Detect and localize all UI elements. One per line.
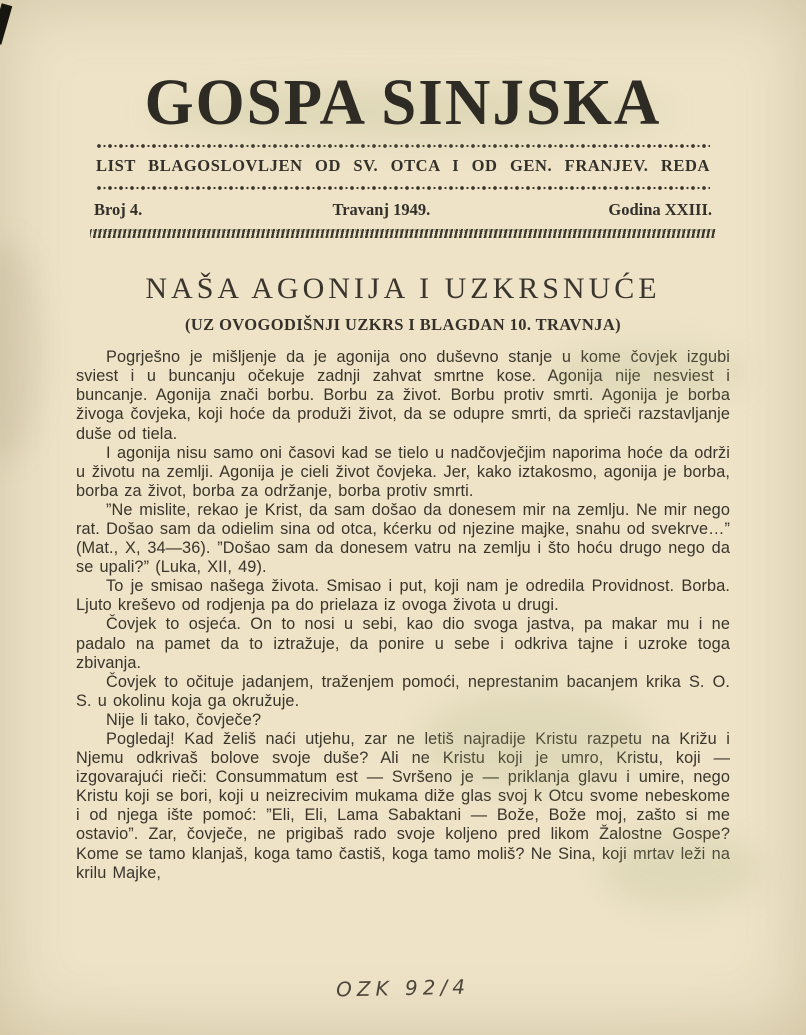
ornamental-dotted-rule	[96, 185, 710, 191]
paragraph: Pogledaj! Kad želiš naći utjehu, zar ne letiš najradije Kristu razpetu na Križu i Njemu odkrivaš bolove svoje duše? Ali ne Kristu koji je umro, Kristu, koji — izgovarajući rieči: Consummatum est — Svršeno je — priklanja glavu i umire, nego Kristu koji se bori, koji u neizrecivim mukama diže glas svoj k Otcu svome nebeskome i od njega ište pomoć: ”Eli, Eli, Lama Sabaktani — Bože, Bože moj, zašto si me ostavio”. Zar, čovječe, ne prigibaš rado svoje koljeno pred likom Žalostne Gospe? Kome se tamo klanjaš, koga tamo častiš, koga tamo moliš? Ne Sina, koji mrtav leži na krilu Majke,	[76, 730, 730, 882]
blessing-line: LIST BLAGOSLOVLJEN OD SV. OTCA I OD GEN. FRANJEV. REDA	[96, 156, 710, 176]
issue-number: Broj 4.	[94, 200, 143, 220]
issue-date: Travanj 1949.	[332, 200, 431, 220]
handwritten-catalog-note: OZK 92/4	[335, 974, 471, 1002]
paragraph: Pogrješno je mišljenje da je agonija ono duševno stanje u kome čovjek izgubi sviest i u buncanju očekuje zadnji zahvat smrtne kose. Agonija nije nesviest i buncanje. Agonija znači borbu. Borbu za život. Borbu protiv smrti. Agonija je borba živoga čovjeka, koji hoće da produži život, da se odupre smrti, da sprieči razstavljanje duše od tiela.	[76, 348, 730, 443]
paragraph: I agonija nisu samo oni časovi kad se tielo u nadčovječjim naporima hoće da održi u životu na zemlji. Agonija je cieli život čovjeka. Jer, kako iztakosmo, agonija je borba, borba za život, borba za održanje, borba protiv smrti.	[76, 443, 730, 500]
paragraph: Nije li tako, čovječe?	[106, 710, 262, 729]
article-body	[76, 348, 730, 883]
publication-title: GOSPA SINJSKA	[144, 65, 662, 139]
issue-year: Godina XXIII.	[608, 200, 712, 220]
article	[0, 272, 806, 883]
issue-info-row	[94, 200, 712, 220]
article-subtitle: (UZ OVOGODIŠNJI UZKRS I BLAGDAN 10. TRAVNJA)	[184, 315, 622, 335]
ornamental-dotted-rule	[96, 143, 710, 149]
ornamental-hatched-rule	[90, 229, 716, 238]
paragraph: ”Ne mislite, rekao je Krist, da sam došao da donesem mir na zemlju. Ne mir nego rat. Došao sam da odielim sina od otca, kćerku od njezine majke, snahu od svekrve…” (Mat., X, 34—36). ”Došao sam da donesem vatru na zemlju i što hoću drugo nego da se upali?” (Luka, XII, 49).	[76, 500, 730, 577]
paragraph: Čovjek to očituje jadanjem, traženjem pomoći, neprestanim bacanjem krika S. O. S. u okolinu koja ga okružuje.	[76, 672, 730, 710]
article-title: NAŠA AGONIJA I UZKRSNUĆE	[145, 272, 661, 306]
paragraph: Čovjek to osjeća. On to nosi u sebi, kao dio svoga jastva, pa makar mu i ne padalo na pamet da to iztražuje, da ponire u sebe i odkriva tajne i uzroke toga zbivanja.	[76, 615, 730, 672]
masthead	[0, 0, 806, 238]
paragraph: To je smisao našega života. Smisao i put, koji nam je odredila Providnost. Borba. Ljuto kreševo od rodjenja pa do prielaza iz ovoga života u drugi.	[76, 577, 730, 615]
